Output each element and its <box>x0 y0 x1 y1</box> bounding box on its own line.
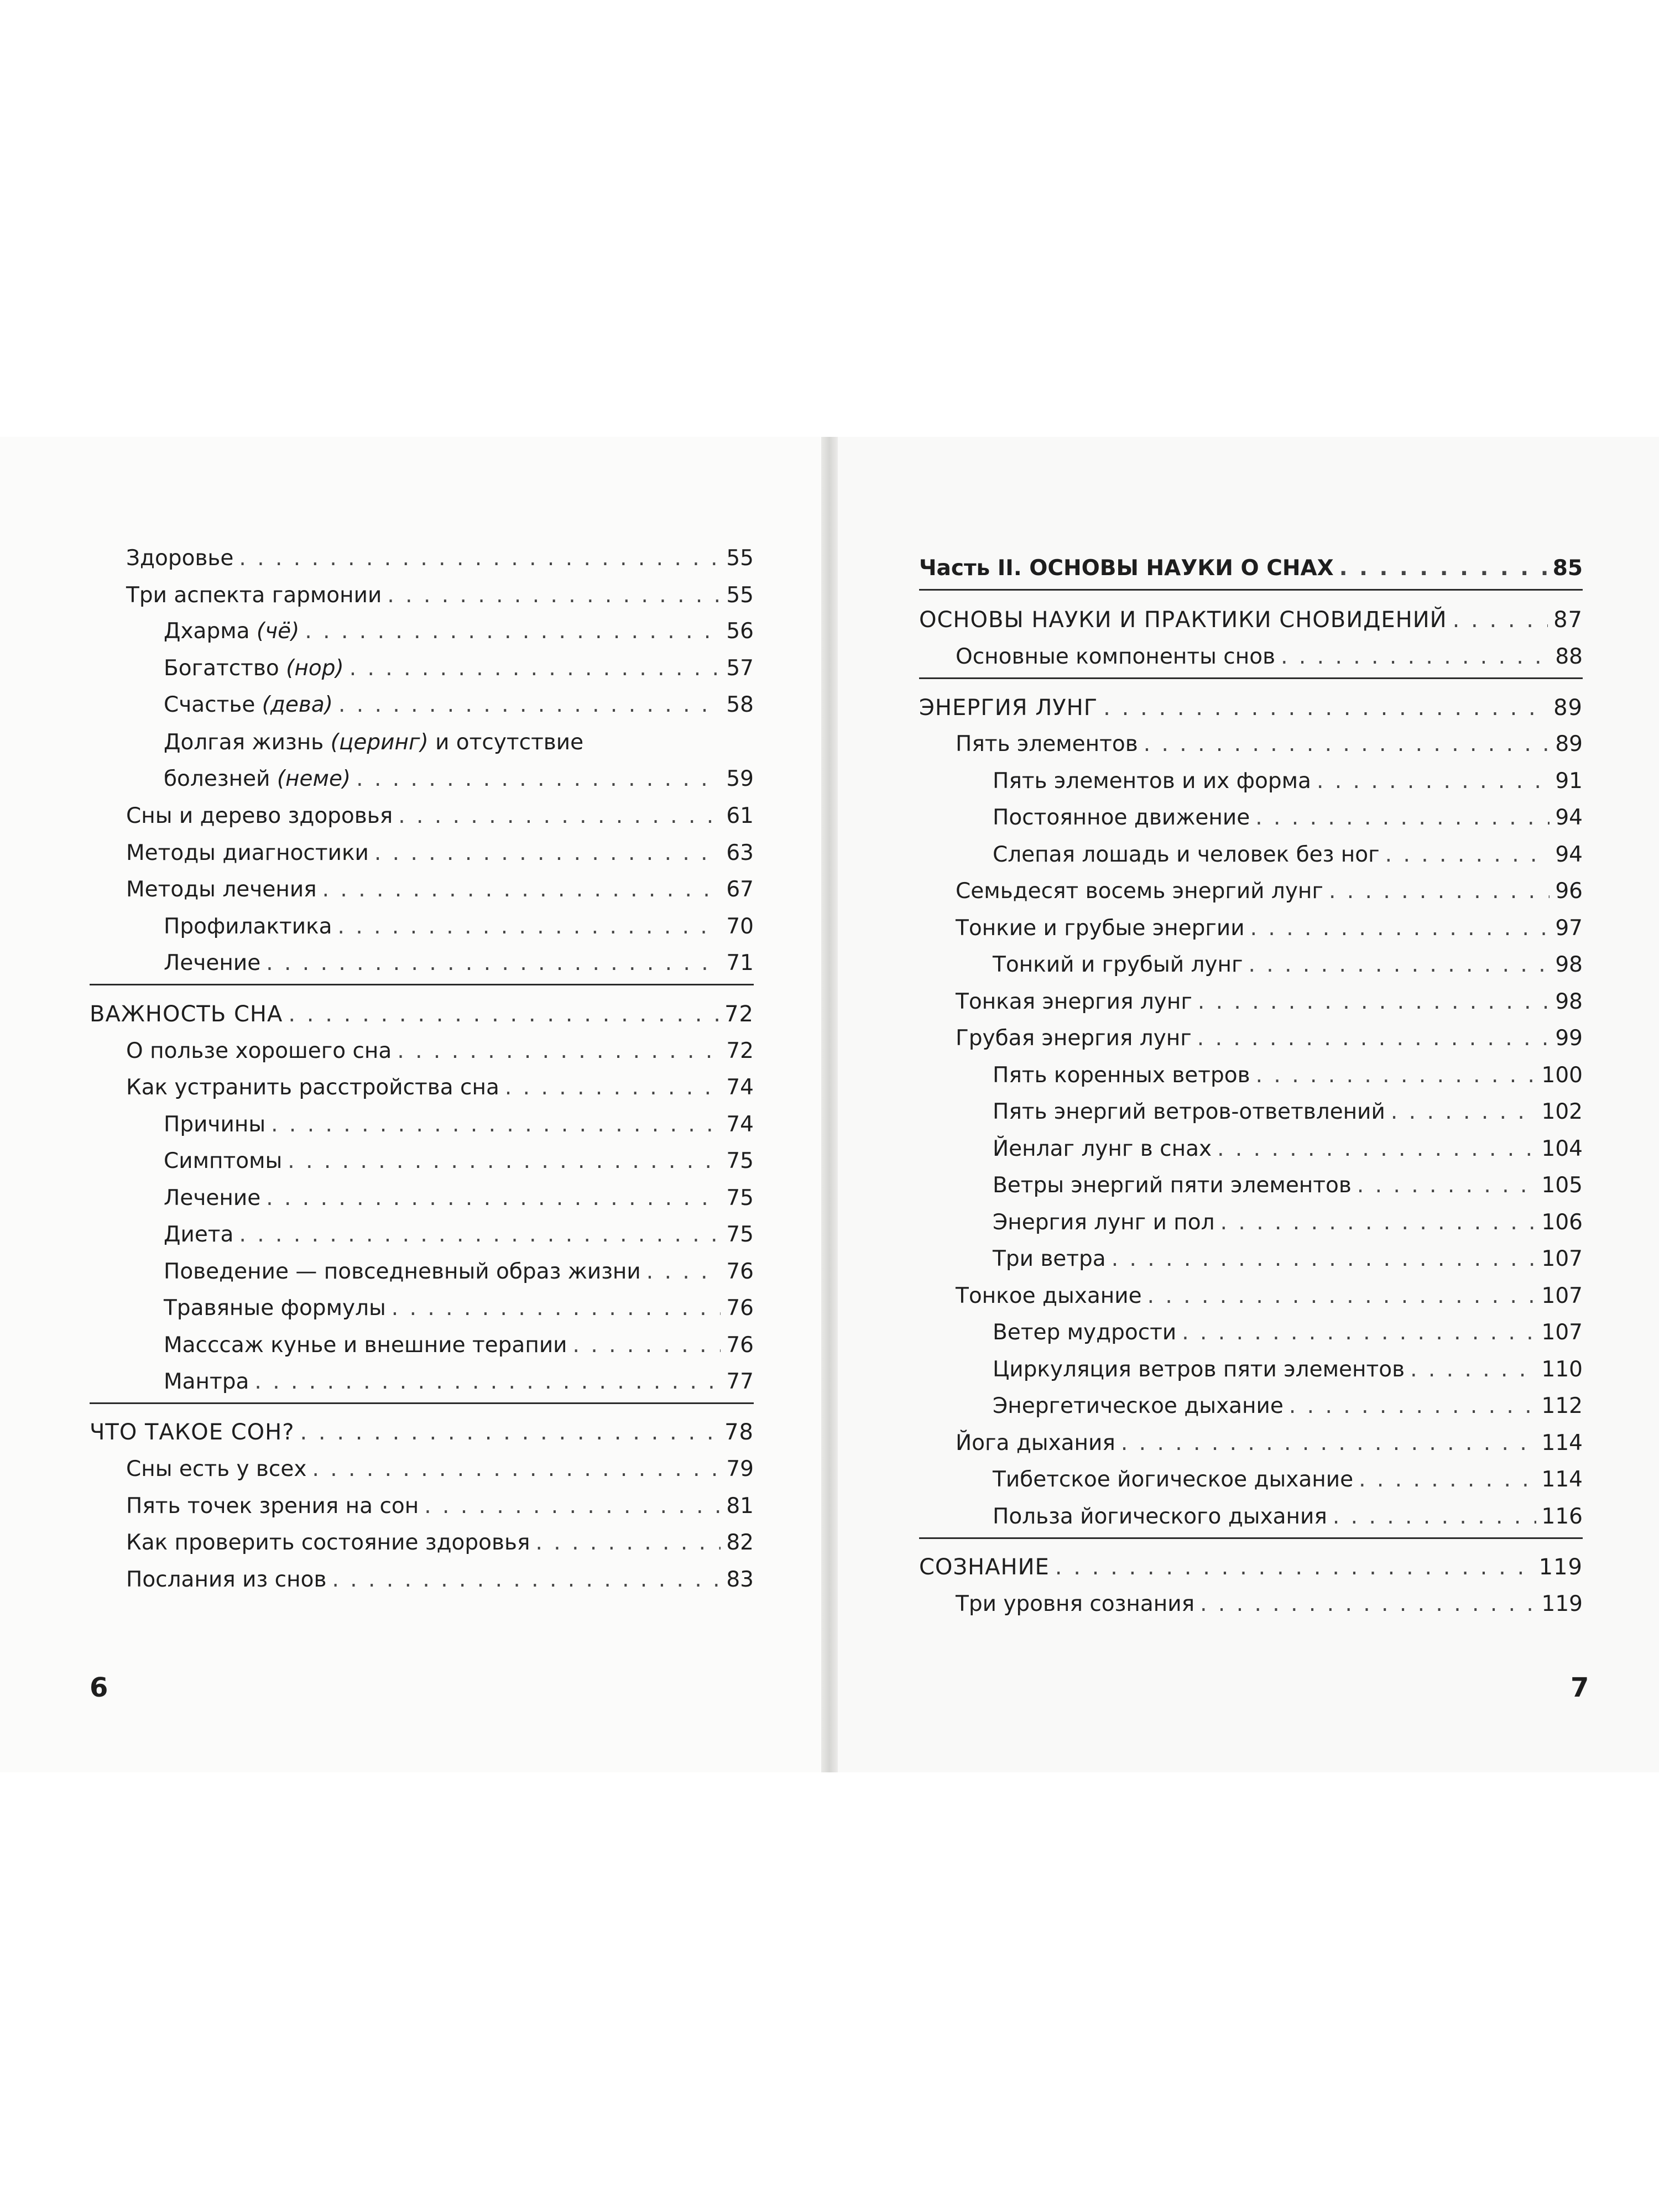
leader-dots <box>1339 553 1547 584</box>
toc-entry-page: 72 <box>726 1039 754 1063</box>
toc-entry-label: Пять коренных ветров <box>993 1063 1250 1088</box>
toc-entry-page: 61 <box>726 804 754 828</box>
toc-entry-label: Тонкое дыхание <box>956 1284 1142 1308</box>
toc-entry-page: 81 <box>726 1494 754 1519</box>
leader-dots <box>1220 1207 1536 1238</box>
toc-entry-label: Тонкие и грубые энергии <box>956 916 1245 941</box>
toc-entry-page: 76 <box>726 1296 754 1321</box>
leader-dots <box>1121 1428 1536 1459</box>
toc-entry-label: Лечение <box>164 951 261 975</box>
toc-section <box>919 1552 1583 1583</box>
toc-entry-label: Часть II. ОСНОВЫ НАУКИ О СНАХ <box>919 556 1334 581</box>
toc-entry-page: 98 <box>1555 989 1583 1014</box>
toc-entry <box>993 950 1583 980</box>
toc-entry <box>993 1317 1583 1348</box>
toc-entry-page: 99 <box>1555 1026 1583 1051</box>
leader-dots <box>1357 1170 1536 1201</box>
toc-entry <box>956 729 1583 760</box>
toc-entry-label: Лечение <box>164 1186 261 1211</box>
page-number-left: 6 <box>90 1672 108 1703</box>
toc-entry-label: Тонкая энергия лунг <box>956 989 1192 1014</box>
label-tibetan: (неме) <box>276 766 351 791</box>
toc-entry-page: 58 <box>726 692 754 717</box>
leader-dots <box>1147 1281 1536 1312</box>
toc-entry <box>956 1023 1583 1054</box>
toc-entry-page: 74 <box>726 1112 754 1137</box>
toc-entry-page: 106 <box>1541 1210 1583 1235</box>
toc-entry-label: Польза йогического дыхания <box>993 1504 1327 1529</box>
toc-entry-page: 77 <box>726 1369 754 1394</box>
leader-dots <box>1255 802 1550 833</box>
toc-entry-page: 94 <box>1555 842 1583 867</box>
toc-entry-label: Три аспекта гармонии <box>126 583 382 608</box>
toc-entry-label: СОЗНАНИЕ <box>919 1554 1050 1580</box>
toc-entry-page: 56 <box>726 619 754 644</box>
toc-entry-label: Пять точек зрения на сон <box>126 1494 419 1519</box>
toc-entry-page: 110 <box>1541 1357 1583 1382</box>
toc-entry-label: Семьдесят восемь энергий лунг <box>956 879 1323 904</box>
leader-dots <box>1055 1552 1533 1583</box>
leader-dots <box>1250 913 1550 944</box>
toc-entry-page: 78 <box>724 1420 754 1445</box>
toc-entry-page: 85 <box>1552 556 1583 581</box>
toc-section <box>919 692 1583 723</box>
toc-entry-label: Мантра <box>164 1369 249 1394</box>
toc-entry-page: 107 <box>1541 1284 1583 1308</box>
toc-entry <box>956 1589 1583 1620</box>
toc-entry-label: ЭНЕРГИЯ ЛУНГ <box>919 695 1098 721</box>
toc-entry-page: 102 <box>1541 1099 1583 1124</box>
toc-entry-label: Грубая энергия лунг <box>956 1026 1192 1051</box>
toc-entry-page: 94 <box>1555 805 1583 830</box>
leader-dots <box>1182 1317 1536 1348</box>
toc-entry <box>956 876 1583 907</box>
leader-dots <box>1391 1097 1536 1128</box>
label-tibetan: (чё) <box>256 619 300 644</box>
leader-dots <box>1198 987 1550 1018</box>
toc-entry-page: 63 <box>726 841 754 865</box>
toc-entry <box>993 1244 1583 1275</box>
leader-dots <box>1256 1060 1536 1091</box>
leader-dots <box>1385 839 1550 870</box>
toc-entry-label: Пять элементов и их форма <box>993 769 1311 794</box>
toc-entry-label: Постоянное движение <box>993 805 1250 830</box>
toc-entry <box>956 1281 1583 1312</box>
toc-entry-label: Пять энергий ветров-ответвлений <box>993 1099 1385 1124</box>
leader-dots <box>1453 604 1548 635</box>
toc-entry-label: Масссаж кунье и внешние терапии <box>164 1333 567 1358</box>
toc-entry <box>993 1134 1583 1165</box>
toc-entry-label: Энергетическое дыхание <box>993 1394 1284 1418</box>
toc-entry-label: Три ветра <box>993 1246 1106 1271</box>
section-rule <box>919 1537 1583 1539</box>
toc-entry-label: Энергия лунг и пол <box>993 1210 1215 1235</box>
toc-entry-label: Тибетское йогическое дыхание <box>993 1467 1354 1492</box>
toc-entry-page: 114 <box>1541 1431 1583 1455</box>
label-tibetan: (дева) <box>262 692 333 717</box>
toc-entry <box>993 1354 1583 1385</box>
toc-entry-label: Сны и дерево здоровья <box>126 804 393 828</box>
toc-entry-page: 97 <box>1555 916 1583 941</box>
toc-entry-page: 72 <box>724 1001 754 1027</box>
label-text: Долгая жизнь <box>164 730 331 755</box>
leader-dots <box>1333 1501 1536 1532</box>
toc-entry-page: 71 <box>726 951 754 975</box>
toc-section <box>919 604 1583 635</box>
toc-entry-page: 83 <box>726 1567 754 1592</box>
toc-entry-page: 76 <box>726 1259 754 1284</box>
toc-entry <box>956 641 1583 672</box>
toc-entry <box>956 913 1583 944</box>
label-text: Богатство <box>164 656 286 681</box>
page-number-right: 7 <box>1571 1672 1589 1703</box>
toc-entry-page: 91 <box>1555 769 1583 794</box>
leader-dots <box>1359 1464 1536 1495</box>
toc-entry-page: 55 <box>726 546 754 571</box>
toc-entry-page: 75 <box>726 1186 754 1211</box>
toc-entry-label: Пять элементов <box>956 732 1138 757</box>
leader-dots <box>1281 641 1550 672</box>
label-tibetan: (церинг) <box>330 730 429 755</box>
toc-entry-label: Йенлаг лунг в снах <box>993 1136 1212 1161</box>
toc-entry-label: Циркуляция ветров пяти элементов <box>993 1357 1405 1382</box>
toc-entry-label: Основные компоненты снов <box>956 644 1276 669</box>
toc-entry-label: Симптомы <box>164 1149 283 1173</box>
toc-entry-page: 98 <box>1555 952 1583 977</box>
toc-entry-page: 79 <box>726 1457 754 1481</box>
toc-entry-label: Профилактика <box>164 914 332 939</box>
toc-entry-label: Йога дыхания <box>956 1431 1115 1455</box>
toc-entry-page: 96 <box>1555 879 1583 904</box>
toc-entry-page: 107 <box>1541 1246 1583 1271</box>
toc-entry-page: 114 <box>1541 1467 1583 1492</box>
label-tibetan: (нор) <box>286 656 344 681</box>
toc-entry-page: 59 <box>726 766 754 791</box>
toc-entry-page: 82 <box>726 1530 754 1555</box>
toc-entry <box>993 1391 1583 1422</box>
toc-entry <box>993 1097 1583 1128</box>
toc-entry-page: 107 <box>1541 1320 1583 1345</box>
toc-entry-label: Три уровня сознания <box>956 1592 1195 1616</box>
toc-entry-label: Причины <box>164 1112 266 1137</box>
toc-entry-label: О пользе хорошего сна <box>126 1039 392 1063</box>
toc-entry-label: ВАЖНОСТЬ СНА <box>90 1001 283 1027</box>
toc-entry-label: Здоровье <box>126 546 234 571</box>
toc-entry-page: 57 <box>726 656 754 681</box>
leader-dots <box>1317 766 1550 797</box>
toc-entry-page: 89 <box>1555 732 1583 757</box>
leader-dots <box>1200 1589 1536 1620</box>
toc-entry-page: 75 <box>726 1149 754 1173</box>
toc-entry-page: 119 <box>1541 1592 1583 1616</box>
toc-entry-page: 119 <box>1538 1554 1583 1580</box>
toc-entry <box>956 987 1583 1018</box>
toc-entry-label: Методы лечения <box>126 877 317 902</box>
toc-entry-label: ОСНОВЫ НАУКИ И ПРАКТИКИ СНОВИДЕНИЙ <box>919 607 1447 633</box>
toc-entry-label: Сны есть у всех <box>126 1457 307 1481</box>
toc-entry-label: Методы диагностики <box>126 841 369 865</box>
leader-dots <box>1112 1244 1536 1275</box>
leader-dots <box>1217 1134 1536 1165</box>
toc-entry-label: Тонкий и грубый лунг <box>993 952 1243 977</box>
toc-entry <box>993 1501 1583 1532</box>
toc-entry-page: 112 <box>1541 1394 1583 1418</box>
toc-entry-page: 100 <box>1541 1063 1583 1088</box>
toc-entry-page: 89 <box>1553 695 1583 721</box>
leader-dots <box>1410 1354 1536 1385</box>
toc-entry-page: 87 <box>1553 607 1583 633</box>
toc-entry-page: 76 <box>726 1333 754 1358</box>
toc-entry <box>993 1464 1583 1495</box>
toc-entry-page: 67 <box>726 877 754 902</box>
toc-entry-label: Как устранить расстройства сна <box>126 1075 499 1100</box>
toc-entry-page: 88 <box>1555 644 1583 669</box>
toc-entry-label: Ветры энергий пяти элементов <box>993 1173 1352 1198</box>
toc-entry <box>993 839 1583 870</box>
leader-dots <box>1197 1023 1550 1054</box>
toc-entry-page: 104 <box>1541 1136 1583 1161</box>
label-text: болезней <box>164 766 277 791</box>
toc-entry-label: Поведение — повседневный образ жизни <box>164 1259 641 1284</box>
toc-part-heading <box>919 553 1583 584</box>
section-rule <box>919 589 1583 591</box>
toc-entry-page: 70 <box>726 914 754 939</box>
section-rule <box>919 677 1583 679</box>
leader-dots <box>1289 1391 1536 1422</box>
leader-dots <box>1329 876 1550 907</box>
toc-entry-page: 105 <box>1541 1173 1583 1198</box>
label-text: Дхарма <box>164 619 257 644</box>
leader-dots <box>1248 950 1550 980</box>
toc-entry <box>956 1428 1583 1459</box>
leader-dots <box>1103 692 1548 723</box>
toc-entry <box>993 1207 1583 1238</box>
label-text: Счастье <box>164 692 262 717</box>
toc-entry-label: Ветер мудрости <box>993 1320 1177 1345</box>
toc-entry-label: ЧТО ТАКОЕ СОН? <box>90 1420 295 1445</box>
toc-entry-label: Травяные формулы <box>164 1296 386 1321</box>
toc-entry-label: Диета <box>164 1222 234 1247</box>
toc-entry-page: 74 <box>726 1075 754 1100</box>
toc-entry <box>993 1170 1583 1201</box>
toc-entry-page: 75 <box>726 1222 754 1247</box>
toc-entry-label: Как проверить состояние здоровья <box>126 1530 530 1555</box>
toc-entry-page: 116 <box>1541 1504 1583 1529</box>
toc-entry-label: Слепая лошадь и человек без ног <box>993 842 1380 867</box>
toc-entry <box>993 1060 1583 1091</box>
toc-entry <box>993 802 1583 833</box>
toc-entry-page: 55 <box>726 583 754 608</box>
toc-entry-label: Послания из снов <box>126 1567 327 1592</box>
leader-dots <box>1144 729 1550 760</box>
label-text-after: и отсутствие <box>428 730 584 755</box>
toc-entry <box>993 766 1583 797</box>
